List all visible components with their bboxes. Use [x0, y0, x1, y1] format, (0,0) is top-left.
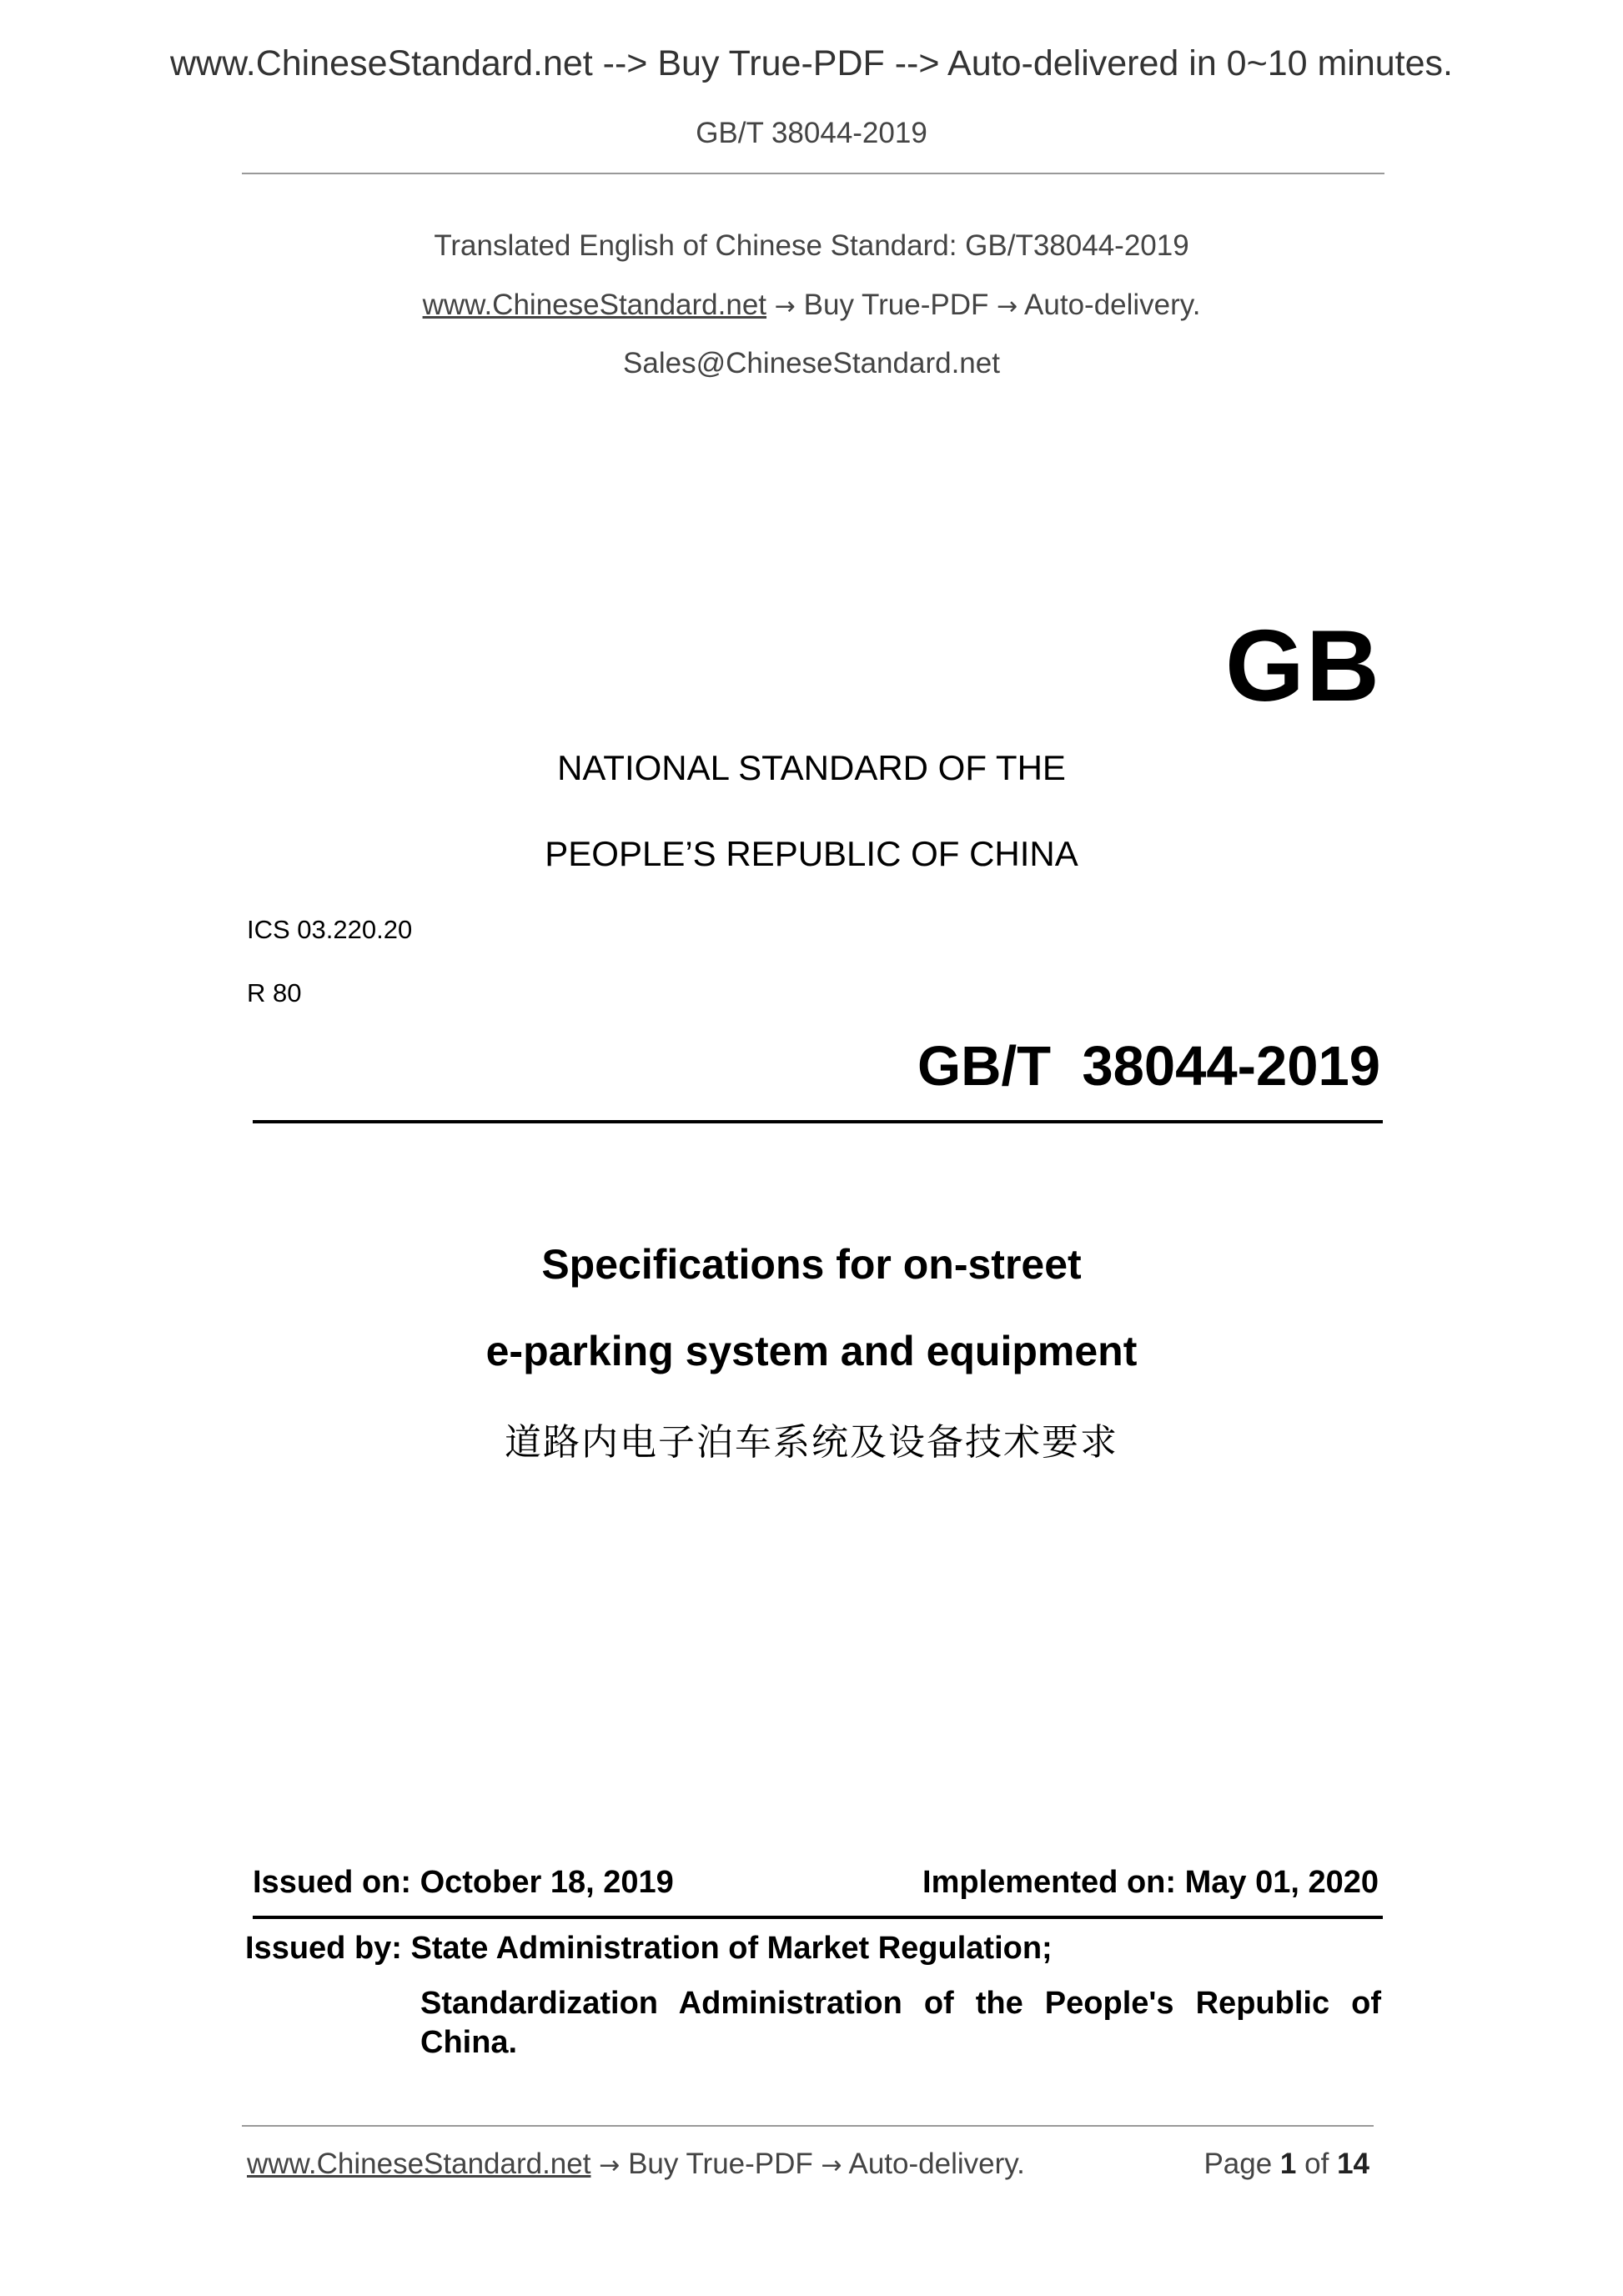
issued-by-line2: Standardization Administration of the People's Republic of — [420, 1986, 1381, 2021]
translation-note: Translated English of Chinese Standard: GB/T38044-2019 — [434, 229, 1189, 262]
footer-buy-label: Buy True-PDF — [628, 2148, 813, 2180]
issued-by: Issued by: State Administration of Market Regulation; — [245, 1931, 1053, 1966]
title-line2: e-parking system and equipment — [485, 1328, 1138, 1374]
standard-number-rule — [253, 1120, 1383, 1123]
issued-on: Issued on: October 18, 2019 — [253, 1865, 674, 1900]
footer-divider — [242, 2125, 1374, 2127]
header-standard-code: GB/T 38044-2019 — [696, 117, 927, 149]
arrow-right-icon: → — [599, 2151, 621, 2180]
footer-delivery-label: Auto-delivery. — [848, 2148, 1025, 2180]
issue-rule — [253, 1916, 1383, 1919]
purchase-line — [0, 289, 1623, 322]
national-standard-line1: NATIONAL STANDARD OF THE — [557, 748, 1066, 787]
ics-code: ICS 03.220.20 — [247, 915, 413, 944]
delivery-label: Auto-delivery. — [1024, 289, 1201, 321]
issued-by-line3: China. — [420, 2025, 518, 2060]
top-banner: www.ChineseStandard.net --> Buy True-PDF --> Auto-delivered in 0~10 minutes. — [169, 43, 1453, 83]
footer-site-link[interactable]: www.ChineseStandard.net — [247, 2148, 591, 2180]
gb-mark: GB — [1225, 609, 1381, 722]
implemented-on: Implemented on: May 01, 2020 — [922, 1865, 1379, 1900]
buy-label: Buy True-PDF — [803, 289, 989, 321]
standard-number: GB/T 38044-2019 — [917, 1035, 1380, 1098]
arrow-right-icon: → — [774, 292, 796, 321]
title-line1: Specifications for on-street — [541, 1241, 1082, 1288]
title-chinese: 道路内电子泊车系统及设备技术要求 — [505, 1421, 1118, 1464]
page-current: 1 — [1279, 2148, 1297, 2180]
site-link[interactable]: www.ChineseStandard.net — [422, 289, 767, 321]
page-label: Page — [1203, 2148, 1273, 2180]
arrow-right-icon: → — [821, 2151, 842, 2180]
sales-email[interactable]: Sales@ChineseStandard.net — [623, 347, 1000, 379]
header-divider — [242, 173, 1384, 174]
footer-purchase-line — [247, 2148, 1025, 2181]
page-of: of — [1304, 2148, 1329, 2180]
page-number — [1203, 2148, 1369, 2181]
r-code: R 80 — [247, 978, 302, 1007]
national-standard-line2: PEOPLE’S REPUBLIC OF CHINA — [545, 834, 1078, 873]
page-total: 14 — [1337, 2148, 1369, 2180]
arrow-right-icon: → — [997, 292, 1018, 321]
